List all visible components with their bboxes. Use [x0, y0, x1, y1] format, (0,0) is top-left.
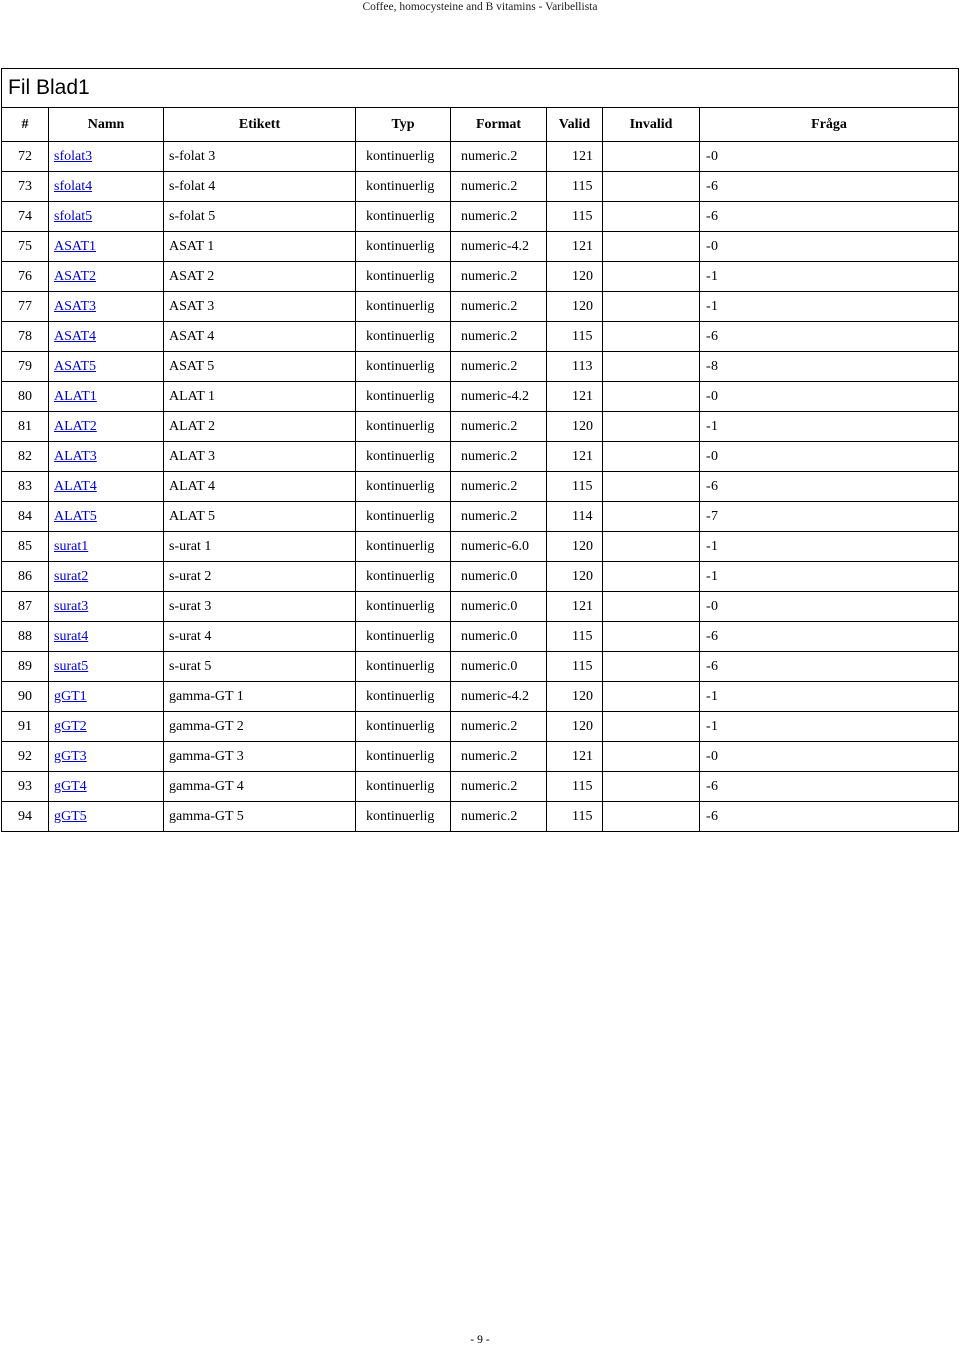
sheet-title: Fil Blad1	[2, 69, 959, 108]
valid-count: 120	[547, 682, 603, 712]
invalid-count: 1	[603, 682, 700, 712]
variable-label: gamma-GT 2	[164, 712, 356, 742]
variable-name-cell	[49, 322, 164, 352]
row-number: 84	[2, 502, 49, 532]
valid-count: 120	[547, 262, 603, 292]
column-header-format: Format	[451, 108, 547, 142]
variable-name-cell	[49, 352, 164, 382]
variable-format: numeric.2	[451, 292, 547, 322]
question-cell: -	[700, 502, 959, 532]
invalid-count: 6	[603, 652, 700, 682]
variable-format: numeric-6.0	[451, 532, 547, 562]
row-number: 88	[2, 622, 49, 652]
variable-name-link[interactable]: surat2	[54, 568, 89, 584]
variable-name-cell	[49, 142, 164, 172]
row-number: 82	[2, 442, 49, 472]
invalid-count: 1	[603, 412, 700, 442]
variable-format: numeric.2	[451, 352, 547, 382]
question-cell: -	[700, 292, 959, 322]
variable-type: kontinuerlig	[356, 172, 451, 202]
variable-label: gamma-GT 5	[164, 802, 356, 832]
valid-count: 121	[547, 592, 603, 622]
invalid-count: 6	[603, 202, 700, 232]
variable-format: numeric.2	[451, 202, 547, 232]
variable-name-cell	[49, 262, 164, 292]
variable-name-cell	[49, 652, 164, 682]
variable-name-link[interactable]: sfolat3	[54, 148, 93, 164]
variable-name-cell	[49, 502, 164, 532]
table-row	[2, 562, 959, 592]
variable-label: gamma-GT 1	[164, 682, 356, 712]
variable-name-link[interactable]: gGT4	[54, 778, 87, 794]
table-row	[2, 382, 959, 412]
question-cell: -	[700, 172, 959, 202]
question-cell: -	[700, 382, 959, 412]
variable-type: kontinuerlig	[356, 622, 451, 652]
invalid-count: 6	[603, 322, 700, 352]
variable-type: kontinuerlig	[356, 502, 451, 532]
table-row	[2, 412, 959, 442]
table-body	[2, 142, 959, 832]
valid-count: 113	[547, 352, 603, 382]
variable-label: s-folat 4	[164, 172, 356, 202]
variable-label: ALAT 1	[164, 382, 356, 412]
question-cell: -	[700, 532, 959, 562]
invalid-count: 6	[603, 472, 700, 502]
table-row	[2, 232, 959, 262]
invalid-count: 1	[603, 712, 700, 742]
variable-name-cell	[49, 292, 164, 322]
variable-type: kontinuerlig	[356, 802, 451, 832]
variable-label: ASAT 2	[164, 262, 356, 292]
variable-name-link[interactable]: ALAT3	[54, 448, 97, 464]
invalid-count: 0	[603, 382, 700, 412]
variable-name-cell	[49, 682, 164, 712]
valid-count: 121	[547, 232, 603, 262]
question-cell: -	[700, 322, 959, 352]
variable-name-link[interactable]: sfolat4	[54, 178, 93, 194]
row-number: 79	[2, 352, 49, 382]
valid-count: 114	[547, 502, 603, 532]
valid-count: 120	[547, 712, 603, 742]
invalid-count: 6	[603, 802, 700, 832]
table-row	[2, 322, 959, 352]
variable-name-cell	[49, 712, 164, 742]
variable-name-cell	[49, 172, 164, 202]
variable-type: kontinuerlig	[356, 142, 451, 172]
variable-label: ASAT 3	[164, 292, 356, 322]
valid-count: 121	[547, 742, 603, 772]
variable-table	[1, 68, 959, 832]
question-cell: -	[700, 592, 959, 622]
variable-name-link[interactable]: ASAT4	[54, 328, 97, 344]
variable-name-link[interactable]: gGT2	[54, 718, 87, 734]
variable-type: kontinuerlig	[356, 382, 451, 412]
row-number: 80	[2, 382, 49, 412]
valid-count: 120	[547, 532, 603, 562]
variable-name-link[interactable]: ALAT2	[54, 418, 97, 434]
question-cell: -	[700, 742, 959, 772]
table-row	[2, 352, 959, 382]
variable-label: gamma-GT 3	[164, 742, 356, 772]
variable-format: numeric.2	[451, 172, 547, 202]
valid-count: 115	[547, 172, 603, 202]
variable-type: kontinuerlig	[356, 262, 451, 292]
variable-name-cell	[49, 202, 164, 232]
valid-count: 115	[547, 322, 603, 352]
table-row	[2, 652, 959, 682]
variable-name-cell	[49, 232, 164, 262]
invalid-count: 1	[603, 532, 700, 562]
row-number: 77	[2, 292, 49, 322]
variable-label: ALAT 5	[164, 502, 356, 532]
variable-label: s-folat 3	[164, 142, 356, 172]
variable-format: numeric-4.2	[451, 232, 547, 262]
row-number: 93	[2, 772, 49, 802]
variable-name-link[interactable]: ASAT3	[54, 298, 97, 314]
variable-name-cell	[49, 412, 164, 442]
variable-name-link[interactable]: ASAT2	[54, 268, 97, 284]
column-header-fraga: Fråga	[700, 108, 959, 142]
table-row	[2, 712, 959, 742]
variable-format: numeric.2	[451, 472, 547, 502]
variable-format: numeric.2	[451, 322, 547, 352]
table-header-row	[2, 108, 959, 142]
variable-label: s-urat 3	[164, 592, 356, 622]
row-number: 89	[2, 652, 49, 682]
page-number: - 9 -	[470, 1334, 490, 1346]
row-number: 73	[2, 172, 49, 202]
question-cell: -	[700, 442, 959, 472]
table-row	[2, 502, 959, 532]
variable-format: numeric.0	[451, 652, 547, 682]
variable-format: numeric-4.2	[451, 682, 547, 712]
column-header-valid: Valid	[547, 108, 603, 142]
table-row	[2, 682, 959, 712]
variable-name-link[interactable]: sfolat5	[54, 208, 93, 224]
invalid-count: 0	[603, 232, 700, 262]
valid-count: 121	[547, 442, 603, 472]
table-row	[2, 292, 959, 322]
table-row	[2, 262, 959, 292]
variable-type: kontinuerlig	[356, 292, 451, 322]
variable-label: s-urat 1	[164, 532, 356, 562]
invalid-count: 7	[603, 502, 700, 532]
valid-count: 115	[547, 622, 603, 652]
row-number: 78	[2, 322, 49, 352]
variable-label: s-folat 5	[164, 202, 356, 232]
table-row	[2, 142, 959, 172]
variable-label: ASAT 1	[164, 232, 356, 262]
variable-name-cell	[49, 472, 164, 502]
variable-type: kontinuerlig	[356, 232, 451, 262]
invalid-count: 0	[603, 592, 700, 622]
row-number: 90	[2, 682, 49, 712]
column-header-num: #	[2, 108, 49, 142]
question-cell: -	[700, 622, 959, 652]
table-row	[2, 202, 959, 232]
column-header-typ: Typ	[356, 108, 451, 142]
variable-label: s-urat 5	[164, 652, 356, 682]
row-number: 83	[2, 472, 49, 502]
variable-format: numeric.2	[451, 772, 547, 802]
question-cell: -	[700, 142, 959, 172]
question-cell: -	[700, 472, 959, 502]
variable-name-link[interactable]: ASAT5	[54, 358, 97, 374]
variable-name-cell	[49, 622, 164, 652]
variable-label: ASAT 5	[164, 352, 356, 382]
variable-type: kontinuerlig	[356, 772, 451, 802]
variable-name-link[interactable]: ASAT1	[54, 238, 97, 254]
variable-name-link[interactable]: surat4	[54, 628, 89, 644]
invalid-count: 0	[603, 742, 700, 772]
valid-count: 120	[547, 562, 603, 592]
question-cell: -	[700, 202, 959, 232]
row-number: 94	[2, 802, 49, 832]
variable-format: numeric.0	[451, 562, 547, 592]
variable-format: numeric.2	[451, 802, 547, 832]
valid-count: 120	[547, 292, 603, 322]
variable-type: kontinuerlig	[356, 562, 451, 592]
variable-name-cell	[49, 802, 164, 832]
variable-label: ALAT 3	[164, 442, 356, 472]
variable-type: kontinuerlig	[356, 652, 451, 682]
variable-name-cell	[49, 532, 164, 562]
invalid-count: 0	[603, 142, 700, 172]
variable-format: numeric.2	[451, 502, 547, 532]
variable-name-link[interactable]: surat5	[54, 658, 89, 674]
row-number: 91	[2, 712, 49, 742]
question-cell: -	[700, 232, 959, 262]
variable-name-cell	[49, 382, 164, 412]
variable-name-link[interactable]: gGT3	[54, 748, 87, 764]
column-header-etikett: Etikett	[164, 108, 356, 142]
variable-type: kontinuerlig	[356, 592, 451, 622]
valid-count: 115	[547, 802, 603, 832]
question-cell: -	[700, 712, 959, 742]
variable-type: kontinuerlig	[356, 412, 451, 442]
invalid-count: 8	[603, 352, 700, 382]
column-header-namn: Namn	[49, 108, 164, 142]
variable-label: ASAT 4	[164, 322, 356, 352]
variable-type: kontinuerlig	[356, 352, 451, 382]
row-number: 85	[2, 532, 49, 562]
variable-type: kontinuerlig	[356, 202, 451, 232]
variable-type: kontinuerlig	[356, 742, 451, 772]
row-number: 86	[2, 562, 49, 592]
variable-type: kontinuerlig	[356, 532, 451, 562]
table-row	[2, 802, 959, 832]
variable-format: numeric.2	[451, 142, 547, 172]
question-cell: -	[700, 352, 959, 382]
variable-label: s-urat 4	[164, 622, 356, 652]
variable-name-cell	[49, 592, 164, 622]
variable-type: kontinuerlig	[356, 442, 451, 472]
variable-name-link[interactable]: ALAT4	[54, 478, 97, 494]
table-row	[2, 592, 959, 622]
variable-format: numeric.0	[451, 622, 547, 652]
question-cell: -	[700, 682, 959, 712]
valid-count: 115	[547, 652, 603, 682]
variable-name-cell	[49, 442, 164, 472]
row-number: 74	[2, 202, 49, 232]
question-cell: -	[700, 262, 959, 292]
variable-name-cell	[49, 742, 164, 772]
question-cell: -	[700, 772, 959, 802]
variable-name-cell	[49, 562, 164, 592]
variable-name-link[interactable]: gGT1	[54, 688, 87, 704]
variable-name-link[interactable]: gGT5	[54, 808, 87, 824]
invalid-count: 1	[603, 262, 700, 292]
table-row	[2, 772, 959, 802]
variable-name-link[interactable]: surat3	[54, 598, 89, 614]
invalid-count: 6	[603, 172, 700, 202]
variable-format: numeric.2	[451, 712, 547, 742]
page-header: Coffee, homocysteine and B vitamins - Varibellista	[362, 1, 598, 13]
row-number: 76	[2, 262, 49, 292]
variable-type: kontinuerlig	[356, 682, 451, 712]
valid-count: 121	[547, 382, 603, 412]
row-number: 81	[2, 412, 49, 442]
variable-format: numeric.2	[451, 262, 547, 292]
invalid-count: 6	[603, 622, 700, 652]
variable-label: s-urat 2	[164, 562, 356, 592]
variable-name-link[interactable]: ALAT1	[54, 388, 97, 404]
row-number: 75	[2, 232, 49, 262]
question-cell: -	[700, 802, 959, 832]
column-header-invalid: Invalid	[603, 108, 700, 142]
variable-type: kontinuerlig	[356, 712, 451, 742]
table-row	[2, 742, 959, 772]
invalid-count: 0	[603, 442, 700, 472]
variable-format: numeric.2	[451, 412, 547, 442]
variable-label: gamma-GT 4	[164, 772, 356, 802]
variable-label: ALAT 2	[164, 412, 356, 442]
valid-count: 115	[547, 772, 603, 802]
table-row	[2, 472, 959, 502]
table-row	[2, 442, 959, 472]
variable-type: kontinuerlig	[356, 472, 451, 502]
variable-name-link[interactable]: surat1	[54, 538, 89, 554]
variable-name-cell	[49, 772, 164, 802]
variable-format: numeric.2	[451, 742, 547, 772]
invalid-count: 1	[603, 562, 700, 592]
row-number: 72	[2, 142, 49, 172]
question-cell: -	[700, 652, 959, 682]
valid-count: 115	[547, 202, 603, 232]
question-cell: -	[700, 562, 959, 592]
row-number: 92	[2, 742, 49, 772]
invalid-count: 6	[603, 772, 700, 802]
valid-count: 115	[547, 472, 603, 502]
variable-format: numeric.0	[451, 592, 547, 622]
variable-name-link[interactable]: ALAT5	[54, 508, 97, 524]
valid-count: 121	[547, 142, 603, 172]
valid-count: 120	[547, 412, 603, 442]
table-row	[2, 622, 959, 652]
question-cell: -	[700, 412, 959, 442]
invalid-count: 1	[603, 292, 700, 322]
table-row	[2, 532, 959, 562]
variable-format: numeric.2	[451, 442, 547, 472]
table-row	[2, 172, 959, 202]
variable-type: kontinuerlig	[356, 322, 451, 352]
variable-label: ALAT 4	[164, 472, 356, 502]
variable-format: numeric-4.2	[451, 382, 547, 412]
row-number: 87	[2, 592, 49, 622]
sheet-title-row	[2, 69, 959, 108]
